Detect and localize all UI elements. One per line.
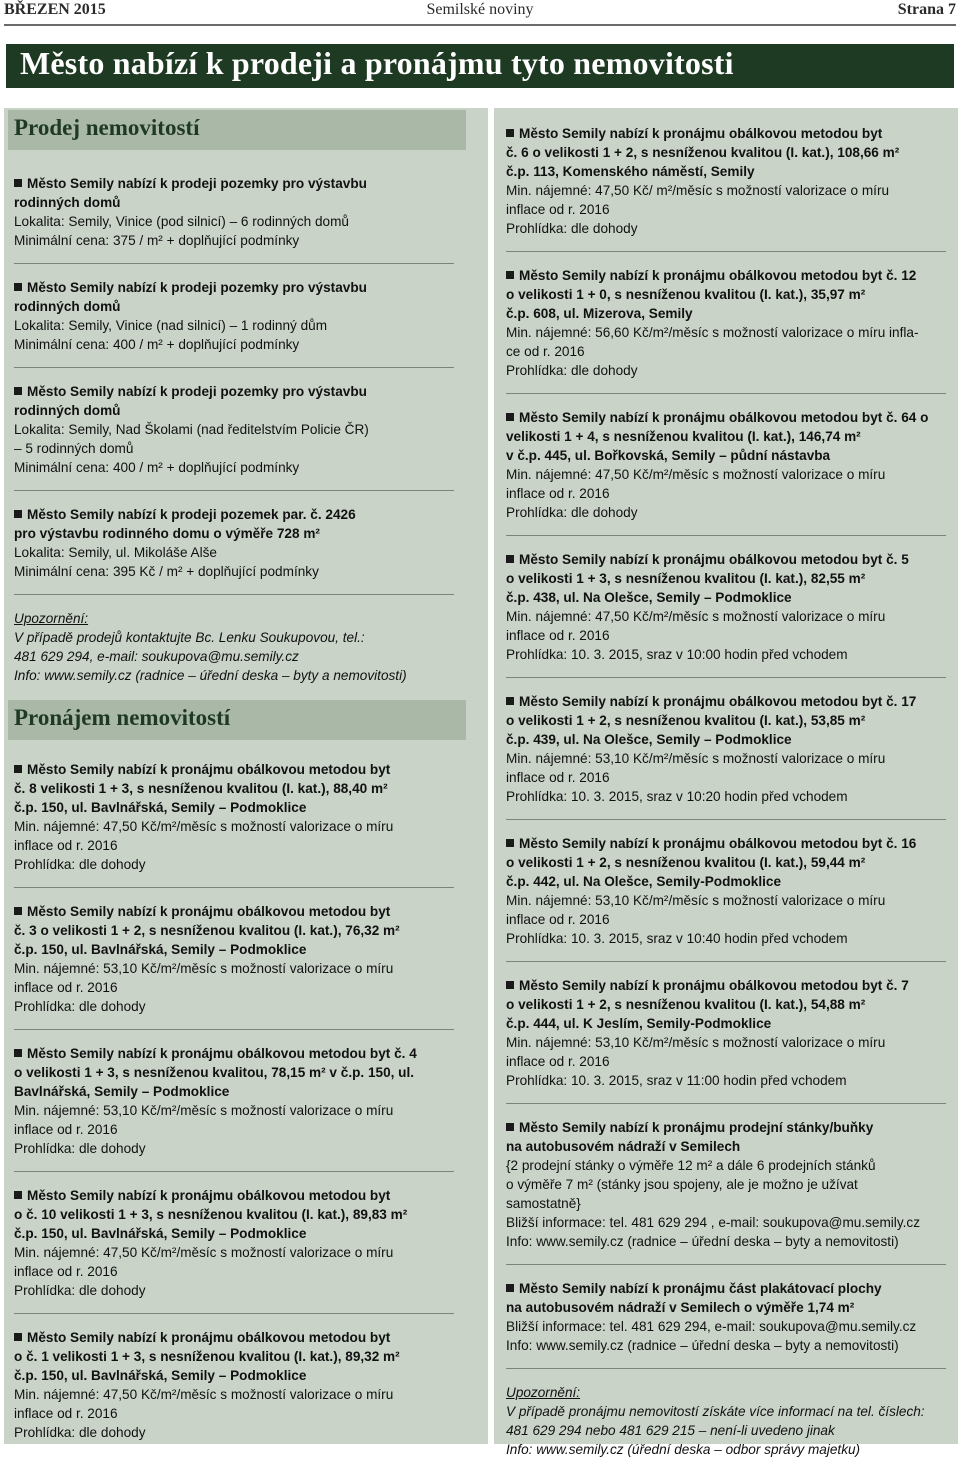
listing-item (14, 174, 474, 250)
listing-detail: Lokalita: Semily, ul. Mikoláše Alše (14, 545, 217, 560)
listing-title: č.p. 150, ul. Bavlnářská, Semily – Podmoklice (14, 800, 307, 815)
newspaper-name: Semilské noviny (426, 1, 534, 18)
listing-title: rodinných domů (14, 403, 121, 418)
listing-detail: Minimální cena: 375 / m² + doplňující podmínky (14, 233, 300, 248)
note-line: V případě pronájmu nemovitostí získáte více informací na tel. číslech: (506, 1404, 925, 1419)
separator-rule (14, 490, 454, 491)
listing-detail: Minimální cena: 400 / m² + doplňující podmínky (14, 337, 300, 352)
listing-detail: Info: www.semily.cz (radnice – úřední deska – byty a nemovitosti) (506, 1234, 899, 1249)
listing-detail: Lokalita: Semily, Vinice (pod silnicí) – 6 rodinných domů (14, 214, 349, 229)
bullet-square-icon (14, 387, 22, 395)
listing-detail: Prohlídka: dle dohody (14, 1425, 146, 1440)
listing-title: Bavlnářská, Semily – Podmoklice (14, 1084, 230, 1099)
listing-detail: Bližší informace: tel. 481 629 294 , e-mail: soukupova@mu.semily.cz (506, 1215, 920, 1230)
sale-heading: Prodej nemovitostí (14, 115, 200, 140)
listing-detail: inflace od r. 2016 (506, 770, 610, 785)
listing-title: o č. 10 velikosti 1 + 3, s nesníženou kvalitou (I. kat.), 89,83 m² (14, 1207, 408, 1222)
listing-title: rodinných domů (14, 195, 121, 210)
separator-rule (14, 1029, 454, 1030)
note-label: Upozornění: (506, 1385, 581, 1400)
listing-detail: {2 prodejní stánky o výměře 12 m² a dále 6 prodejních stánků (506, 1158, 876, 1173)
listing-detail: inflace od r. 2016 (14, 1264, 118, 1279)
note-label: Upozornění: (14, 611, 89, 626)
listing-detail: – 5 rodinných domů (14, 441, 134, 456)
listing-detail: Prohlídka: dle dohody (14, 999, 146, 1014)
separator-rule (506, 961, 946, 962)
listing-title: Město Semily nabízí k pronájmu obálkovou metodou byt č. 7 (506, 976, 952, 995)
listing-title: Město Semily nabízí k prodeji pozemek par. č. 2426 (14, 505, 474, 524)
bullet-square-icon (14, 1333, 22, 1341)
listing-title: Město Semily nabízí k pronájmu obálkovou metodou byt (14, 760, 474, 779)
listing-title: č.p. 442, ul. Na Olešce, Semily-Podmoklice (506, 874, 782, 889)
listing-detail: Minimální cena: 400 / m² + doplňující podmínky (14, 460, 300, 475)
listing-title: č.p. 608, ul. Mizerova, Semily (506, 306, 693, 321)
separator-rule (14, 594, 454, 595)
bullet-square-icon (14, 1049, 22, 1057)
bullet-square-icon (506, 697, 514, 705)
listing-item (506, 976, 952, 1090)
note-line: Info: www.semily.cz (radnice – úřední deska – byty a nemovitosti) (14, 668, 407, 683)
bullet-square-icon (14, 765, 22, 773)
separator-rule (506, 1103, 946, 1104)
listing-detail: Prohlídka: 10. 3. 2015, sraz v 10:20 hodin před vchodem (506, 789, 848, 804)
listing-detail: Min. nájemné: 53,10 Kč/m²/měsíc s možností valorizace o míru (506, 893, 886, 908)
separator-rule (506, 535, 946, 536)
bullet-square-icon (14, 283, 22, 291)
listing-title: o velikosti 1 + 0, s nesníženou kvalitou (I. kat.), 35,97 m² (506, 287, 866, 302)
listing-title: č.p. 150, ul. Bavlnářská, Semily – Podmoklice (14, 942, 307, 957)
listing-title: Město Semily nabízí k prodeji pozemky pro výstavbu (14, 174, 474, 193)
rent-note (506, 1383, 952, 1459)
listing-title: na autobusovém nádraží v Semilech o výměře 1,74 m² (506, 1300, 855, 1315)
listing-detail: Lokalita: Semily, Nad Školami (nad ředitelstvím Policie ČR) (14, 422, 369, 437)
listing-title: o velikosti 1 + 3, s nesníženou kvalitou (I. kat.), 82,55 m² (506, 571, 866, 586)
bullet-square-icon (14, 1191, 22, 1199)
listing-title: č.p. 444, ul. K Jeslím, Semily-Podmoklice (506, 1016, 772, 1031)
listing-detail: Min. nájemné: 53,10 Kč/m²/měsíc s možností valorizace o míru (506, 1035, 886, 1050)
rent-section-right (506, 124, 952, 1459)
bullet-square-icon (14, 907, 22, 915)
listing-title: č.p. 150, ul. Bavlnářská, Semily – Podmoklice (14, 1226, 307, 1241)
listing-title: Město Semily nabízí k pronájmu část plakátovací plochy (506, 1279, 952, 1298)
listing-title: Město Semily nabízí k prodeji pozemky pro výstavbu (14, 382, 474, 401)
listing-detail: Lokalita: Semily, Vinice (nad silnicí) – 1 rodinný dům (14, 318, 328, 333)
listing-title: o velikosti 1 + 2, s nesníženou kvalitou (I. kat.), 54,88 m² (506, 997, 866, 1012)
sale-heading-bar (8, 110, 466, 150)
issue-date: BŘEZEN 2015 (4, 1, 106, 18)
listing-detail: inflace od r. 2016 (14, 1406, 118, 1421)
listing-detail: Min. nájemné: 47,50 Kč/m²/měsíc s možností valorizace o míru (14, 1245, 394, 1260)
listing-item (14, 760, 474, 874)
note-line: 481 629 294 nebo 481 629 215 – není-li uvedeno jinak (506, 1423, 835, 1438)
listing-title: č.p. 439, ul. Na Olešce, Semily – Podmoklice (506, 732, 792, 747)
sale-note (14, 609, 474, 685)
listing-item (14, 1186, 474, 1300)
listing-detail: Prohlídka: 10. 3. 2015, sraz v 10:40 hodin před vchodem (506, 931, 848, 946)
listing-detail: Min. nájemné: 47,50 Kč/m²/měsíc s možností valorizace o míru (14, 819, 394, 834)
listing-detail: Min. nájemné: 47,50 Kč/m²/měsíc s možností valorizace o míru (506, 609, 886, 624)
bullet-square-icon (506, 271, 514, 279)
listing-detail: Prohlídka: dle dohody (14, 1283, 146, 1298)
listing-title: Město Semily nabízí k pronájmu obálkovou metodou byt č. 16 (506, 834, 952, 853)
listing-item (14, 1328, 474, 1442)
listing-detail: inflace od r. 2016 (506, 486, 610, 501)
listing-title: Město Semily nabízí k pronájmu obálkovou metodou byt č. 64 o (506, 408, 952, 427)
listing-title: o č. 1 velikosti 1 + 3, s nesníženou kvalitou (I. kat.), 89,32 m² (14, 1349, 400, 1364)
bullet-square-icon (506, 839, 514, 847)
listing-detail: ce od r. 2016 (506, 344, 585, 359)
listing-item (506, 1279, 952, 1355)
listing-item (506, 266, 952, 380)
listing-item (506, 124, 952, 238)
listing-title: o velikosti 1 + 2, s nesníženou kvalitou (I. kat.), 59,44 m² (506, 855, 866, 870)
bullet-square-icon (506, 1284, 514, 1292)
page-header (4, 0, 956, 22)
listing-title: Město Semily nabízí k pronájmu prodejní stánky/buňky (506, 1118, 952, 1137)
bullet-square-icon (506, 981, 514, 989)
listing-title: č.p. 438, ul. Na Olešce, Semily – Podmoklice (506, 590, 792, 605)
listing-detail: Bližší informace: tel. 481 629 294, e-mail: soukupova@mu.semily.cz (506, 1319, 917, 1334)
listing-item (506, 550, 952, 664)
listing-title: Město Semily nabízí k pronájmu obálkovou metodou byt (14, 1328, 474, 1347)
listing-detail: Minimální cena: 395 Kč / m² + doplňující podmínky (14, 564, 319, 579)
listing-detail: Prohlídka: dle dohody (506, 363, 638, 378)
listing-detail: o výměře 7 m² (stánky jsou spojeny, ale je možno je užívat (506, 1177, 858, 1192)
listing-title: č. 3 o velikosti 1 + 2, s nesníženou kvalitou (I. kat.), 76,32 m² (14, 923, 400, 938)
listing-detail: inflace od r. 2016 (14, 980, 118, 995)
rent-list-right (506, 124, 952, 1369)
bullet-square-icon (14, 179, 22, 187)
separator-rule (506, 677, 946, 678)
listing-title: č. 8 velikosti 1 + 3, s nesníženou kvalitou (I. kat.), 88,40 m² (14, 781, 388, 796)
separator-rule (506, 1264, 946, 1265)
listing-detail: inflace od r. 2016 (506, 912, 610, 927)
listing-title: rodinných domů (14, 299, 121, 314)
listing-title: na autobusovém nádraží v Semilech (506, 1139, 741, 1154)
listing-title: Město Semily nabízí k pronájmu obálkovou metodou byt č. 4 (14, 1044, 474, 1063)
listing-detail: samostatně} (506, 1196, 581, 1211)
bullet-square-icon (506, 129, 514, 137)
listing-detail: Info: www.semily.cz (radnice – úřední deska – byty a nemovitosti) (506, 1338, 899, 1353)
sale-list (14, 174, 474, 595)
listing-item (14, 278, 474, 354)
separator-rule (506, 1368, 946, 1369)
bullet-square-icon (506, 413, 514, 421)
listing-item (14, 1044, 474, 1158)
listing-detail: Min. nájemné: 53,10 Kč/m²/měsíc s možností valorizace o míru (14, 961, 394, 976)
note-line: 481 629 294, e-mail: soukupova@mu.semily.cz (14, 649, 299, 664)
rent-heading-bar (8, 700, 466, 740)
listing-detail: Prohlídka: 10. 3. 2015, sraz v 10:00 hodin před vchodem (506, 647, 848, 662)
rent-heading: Pronájem nemovitostí (14, 705, 231, 730)
listing-detail: Prohlídka: dle dohody (14, 857, 146, 872)
listing-item (506, 1118, 952, 1251)
listing-detail: inflace od r. 2016 (14, 838, 118, 853)
listing-detail: Min. nájemné: 47,50 Kč/m²/měsíc s možností valorizace o míru (14, 1387, 394, 1402)
separator-rule (506, 251, 946, 252)
note-line: V případě prodejů kontaktujte Bc. Lenku Soukupovou, tel.: (14, 630, 365, 645)
sale-section (14, 110, 474, 685)
listing-title: Město Semily nabízí k pronájmu obálkovou metodou byt (506, 124, 952, 143)
listing-title: č.p. 113, Komenského náměstí, Semily (506, 164, 755, 179)
bullet-square-icon (506, 555, 514, 563)
listing-item (14, 505, 474, 581)
separator-rule (506, 393, 946, 394)
banner-title: Město nabízí k prodeji a pronájmu tyto nemovitosti (20, 45, 734, 81)
listing-item (506, 408, 952, 522)
separator-rule (14, 367, 454, 368)
listing-detail: inflace od r. 2016 (506, 628, 610, 643)
listing-detail: Prohlídka: 10. 3. 2015, sraz v 11:00 hodin před vchodem (506, 1073, 847, 1088)
listing-item (14, 382, 474, 477)
listing-detail: inflace od r. 2016 (506, 1054, 610, 1069)
page-number: Strana 7 (897, 1, 956, 18)
note-line: Info: www.semily.cz (úřední deska – odbor správy majetku) (506, 1442, 861, 1457)
listing-detail: Min. nájemné: 56,60 Kč/m²/měsíc s možností valorizace o míru infla- (506, 325, 919, 340)
bullet-square-icon (506, 1123, 514, 1131)
header-rule (4, 24, 956, 26)
listing-title: Město Semily nabízí k prodeji pozemky pro výstavbu (14, 278, 474, 297)
listing-item (14, 902, 474, 1016)
listing-detail: Min. nájemné: 53,10 Kč/m²/měsíc s možností valorizace o míru (14, 1103, 394, 1118)
listing-detail: Min. nájemné: 47,50 Kč/m²/měsíc s možností valorizace o míru (506, 467, 886, 482)
listing-title: Město Semily nabízí k pronájmu obálkovou metodou byt č. 12 (506, 266, 952, 285)
listing-item (506, 834, 952, 948)
listing-title: č. 6 o velikosti 1 + 2, s nesníženou kvalitou (I. kat.), 108,66 m² (506, 145, 900, 160)
listing-detail: inflace od r. 2016 (506, 202, 610, 217)
listing-title: Město Semily nabízí k pronájmu obálkovou metodou byt (14, 1186, 474, 1205)
listing-title: Město Semily nabízí k pronájmu obálkovou metodou byt (14, 902, 474, 921)
listing-item (506, 692, 952, 806)
separator-rule (506, 819, 946, 820)
listing-title: č.p. 150, ul. Bavlnářská, Semily – Podmoklice (14, 1368, 307, 1383)
listing-detail: Prohlídka: dle dohody (14, 1141, 146, 1156)
separator-rule (14, 1313, 454, 1314)
rent-section (14, 700, 474, 1442)
bullet-square-icon (14, 510, 22, 518)
separator-rule (14, 1171, 454, 1172)
listing-title: Město Semily nabízí k pronájmu obálkovou metodou byt č. 17 (506, 692, 952, 711)
listing-title: o velikosti 1 + 2, s nesníženou kvalitou (I. kat.), 53,85 m² (506, 713, 866, 728)
listing-detail: Prohlídka: dle dohody (506, 221, 638, 236)
listing-detail: Min. nájemné: 47,50 Kč/ m²/měsíc s možností valorizace o míru (506, 183, 890, 198)
listing-title: Město Semily nabízí k pronájmu obálkovou metodou byt č. 5 (506, 550, 952, 569)
listing-title: o velikosti 1 + 3, s nesníženou kvalitou, 78,15 m² v č.p. 150, ul. (14, 1065, 415, 1080)
listing-title: v č.p. 445, ul. Bořkovská, Semily – půdní nástavba (506, 448, 831, 463)
listing-detail: Min. nájemné: 53,10 Kč/m²/měsíc s možností valorizace o míru (506, 751, 886, 766)
listing-detail: inflace od r. 2016 (14, 1122, 118, 1137)
separator-rule (14, 263, 454, 264)
listing-detail: Prohlídka: dle dohody (506, 505, 638, 520)
listing-title: pro výstavbu rodinného domu o výměře 728 m² (14, 526, 320, 541)
rent-list-left (14, 760, 474, 1442)
listing-title: velikosti 1 + 4, s nesníženou kvalitou (I. kat.), 146,74 m² (506, 429, 861, 444)
separator-rule (14, 887, 454, 888)
